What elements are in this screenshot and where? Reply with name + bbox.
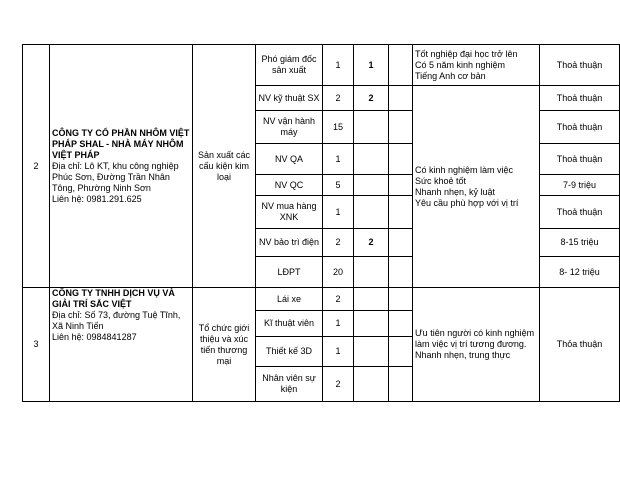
requirements-top [413, 45, 540, 86]
position-quantity: 2 [323, 229, 354, 257]
requirement-line: Nhanh nhẹn, trung thực [415, 350, 511, 360]
company-cell [50, 288, 193, 402]
position-quantity: 1 [323, 144, 354, 175]
position-quantity: 20 [323, 257, 354, 288]
position-title: Thiết kế 3D [256, 337, 323, 367]
position-title: NV vận hành máy [256, 111, 323, 144]
company-address: Địa chỉ: Lô KT, khu công nghiệp Phúc Sơn, Đường Trần Nhân Tông, Phường Ninh Sơn [52, 160, 179, 193]
empty-cell [389, 86, 413, 111]
salary: Thoả thuận [540, 111, 620, 144]
industry-field: Sản xuất các cấu kiện kim loại [193, 45, 256, 288]
position-title: NV QC [256, 175, 323, 196]
requirement-line: Tốt nghiệp đại học trở lên [415, 48, 518, 59]
empty-cell [389, 144, 413, 175]
position-quantity: 15 [323, 111, 354, 144]
position-title: Kĩ thuật viên [256, 311, 323, 337]
salary: 8- 12 triệu [540, 257, 620, 288]
position-quantity-sub [354, 175, 389, 196]
position-quantity: 5 [323, 175, 354, 196]
requirement-line: Có kinh nghiệm làm việc [415, 164, 514, 175]
position-title: Phó giám đốc sản xuất [256, 45, 323, 86]
empty-cell [354, 311, 389, 337]
salary: Thỏa thuận [540, 288, 620, 402]
position-quantity-sub [354, 196, 389, 229]
position-title: Nhân viên sự kiện [256, 367, 323, 402]
position-quantity-sub [354, 144, 389, 175]
empty-cell [354, 337, 389, 367]
position-quantity-sub: 2 [354, 86, 389, 111]
salary: 8-15 triệu [540, 229, 620, 257]
position-quantity-sub [354, 111, 389, 144]
empty-cell [354, 367, 389, 402]
position-quantity: 2 [323, 367, 354, 402]
position-title: NV kỹ thuật SX [256, 86, 323, 111]
requirement-line: Ưu tiên người có kinh nghiệm làm việc vị trí tương đương. [415, 328, 535, 349]
industry-field: Tổ chức giới thiệu và xúc tiến thương mại [193, 288, 256, 402]
position-quantity: 2 [323, 86, 354, 111]
position-title: LĐPT [256, 257, 323, 288]
empty-cell [354, 288, 389, 311]
empty-cell [389, 111, 413, 144]
requirement-line: Có 5 năm kinh nghiệm [415, 59, 506, 70]
position-title: NV bảo trì điện [256, 229, 323, 257]
requirements [413, 288, 540, 402]
requirement-line: Yêu cầu phù hợp với vị trí [415, 197, 519, 208]
table-row [23, 45, 620, 86]
empty-cell [389, 229, 413, 257]
empty-cell [389, 257, 413, 288]
salary: Thoả thuận [540, 45, 620, 86]
salary: Thoả thuận [540, 86, 620, 111]
position-quantity: 1 [323, 311, 354, 337]
table-row [23, 288, 620, 311]
position-quantity: 1 [323, 337, 354, 367]
company-address: Địa chỉ: Số 73, đường Tuệ Tĩnh, Xã Ninh Tiến [52, 310, 181, 331]
company-name: CÔNG TY CỔ PHẦN NHÔM VIỆT PHÁP SHAL - NHÀ MÁY NHÔM VIỆT PHÁP [52, 127, 190, 160]
empty-cell [389, 175, 413, 196]
company-contact: Liên hệ: 0981.291.625 [52, 193, 142, 204]
position-title: Lái xe [256, 288, 323, 311]
position-quantity-sub: 1 [354, 45, 389, 86]
salary: Thoả thuận [540, 144, 620, 175]
empty-cell [389, 45, 413, 86]
salary: 7-9 triệu [540, 175, 620, 196]
position-title: NV mua hàng XNK [256, 196, 323, 229]
company-contact: Liên hệ: 0984841287 [52, 332, 137, 342]
position-quantity-sub [354, 257, 389, 288]
empty-cell [389, 288, 413, 311]
position-quantity: 1 [323, 196, 354, 229]
empty-cell [389, 196, 413, 229]
empty-cell [389, 367, 413, 402]
company-name: CÔNG TY TNHH DỊCH VỤ VÀ GIẢI TRÍ SẮC VIỆT [52, 288, 175, 309]
row-number: 3 [23, 288, 50, 402]
company-cell [50, 45, 193, 288]
position-title: NV QA [256, 144, 323, 175]
salary: Thoả thuận [540, 196, 620, 229]
position-quantity: 1 [323, 45, 354, 86]
requirement-line: Sức khoẻ tốt [415, 175, 467, 186]
requirement-line: Nhanh nhẹn, kỷ luật [415, 186, 496, 197]
recruitment-table [22, 44, 620, 402]
requirement-line: Tiếng Anh cơ bản [415, 70, 486, 81]
row-number: 2 [23, 45, 50, 288]
requirements-main [413, 86, 540, 288]
empty-cell [389, 311, 413, 337]
position-quantity: 2 [323, 288, 354, 311]
position-quantity-sub: 2 [354, 229, 389, 257]
empty-cell [389, 337, 413, 367]
